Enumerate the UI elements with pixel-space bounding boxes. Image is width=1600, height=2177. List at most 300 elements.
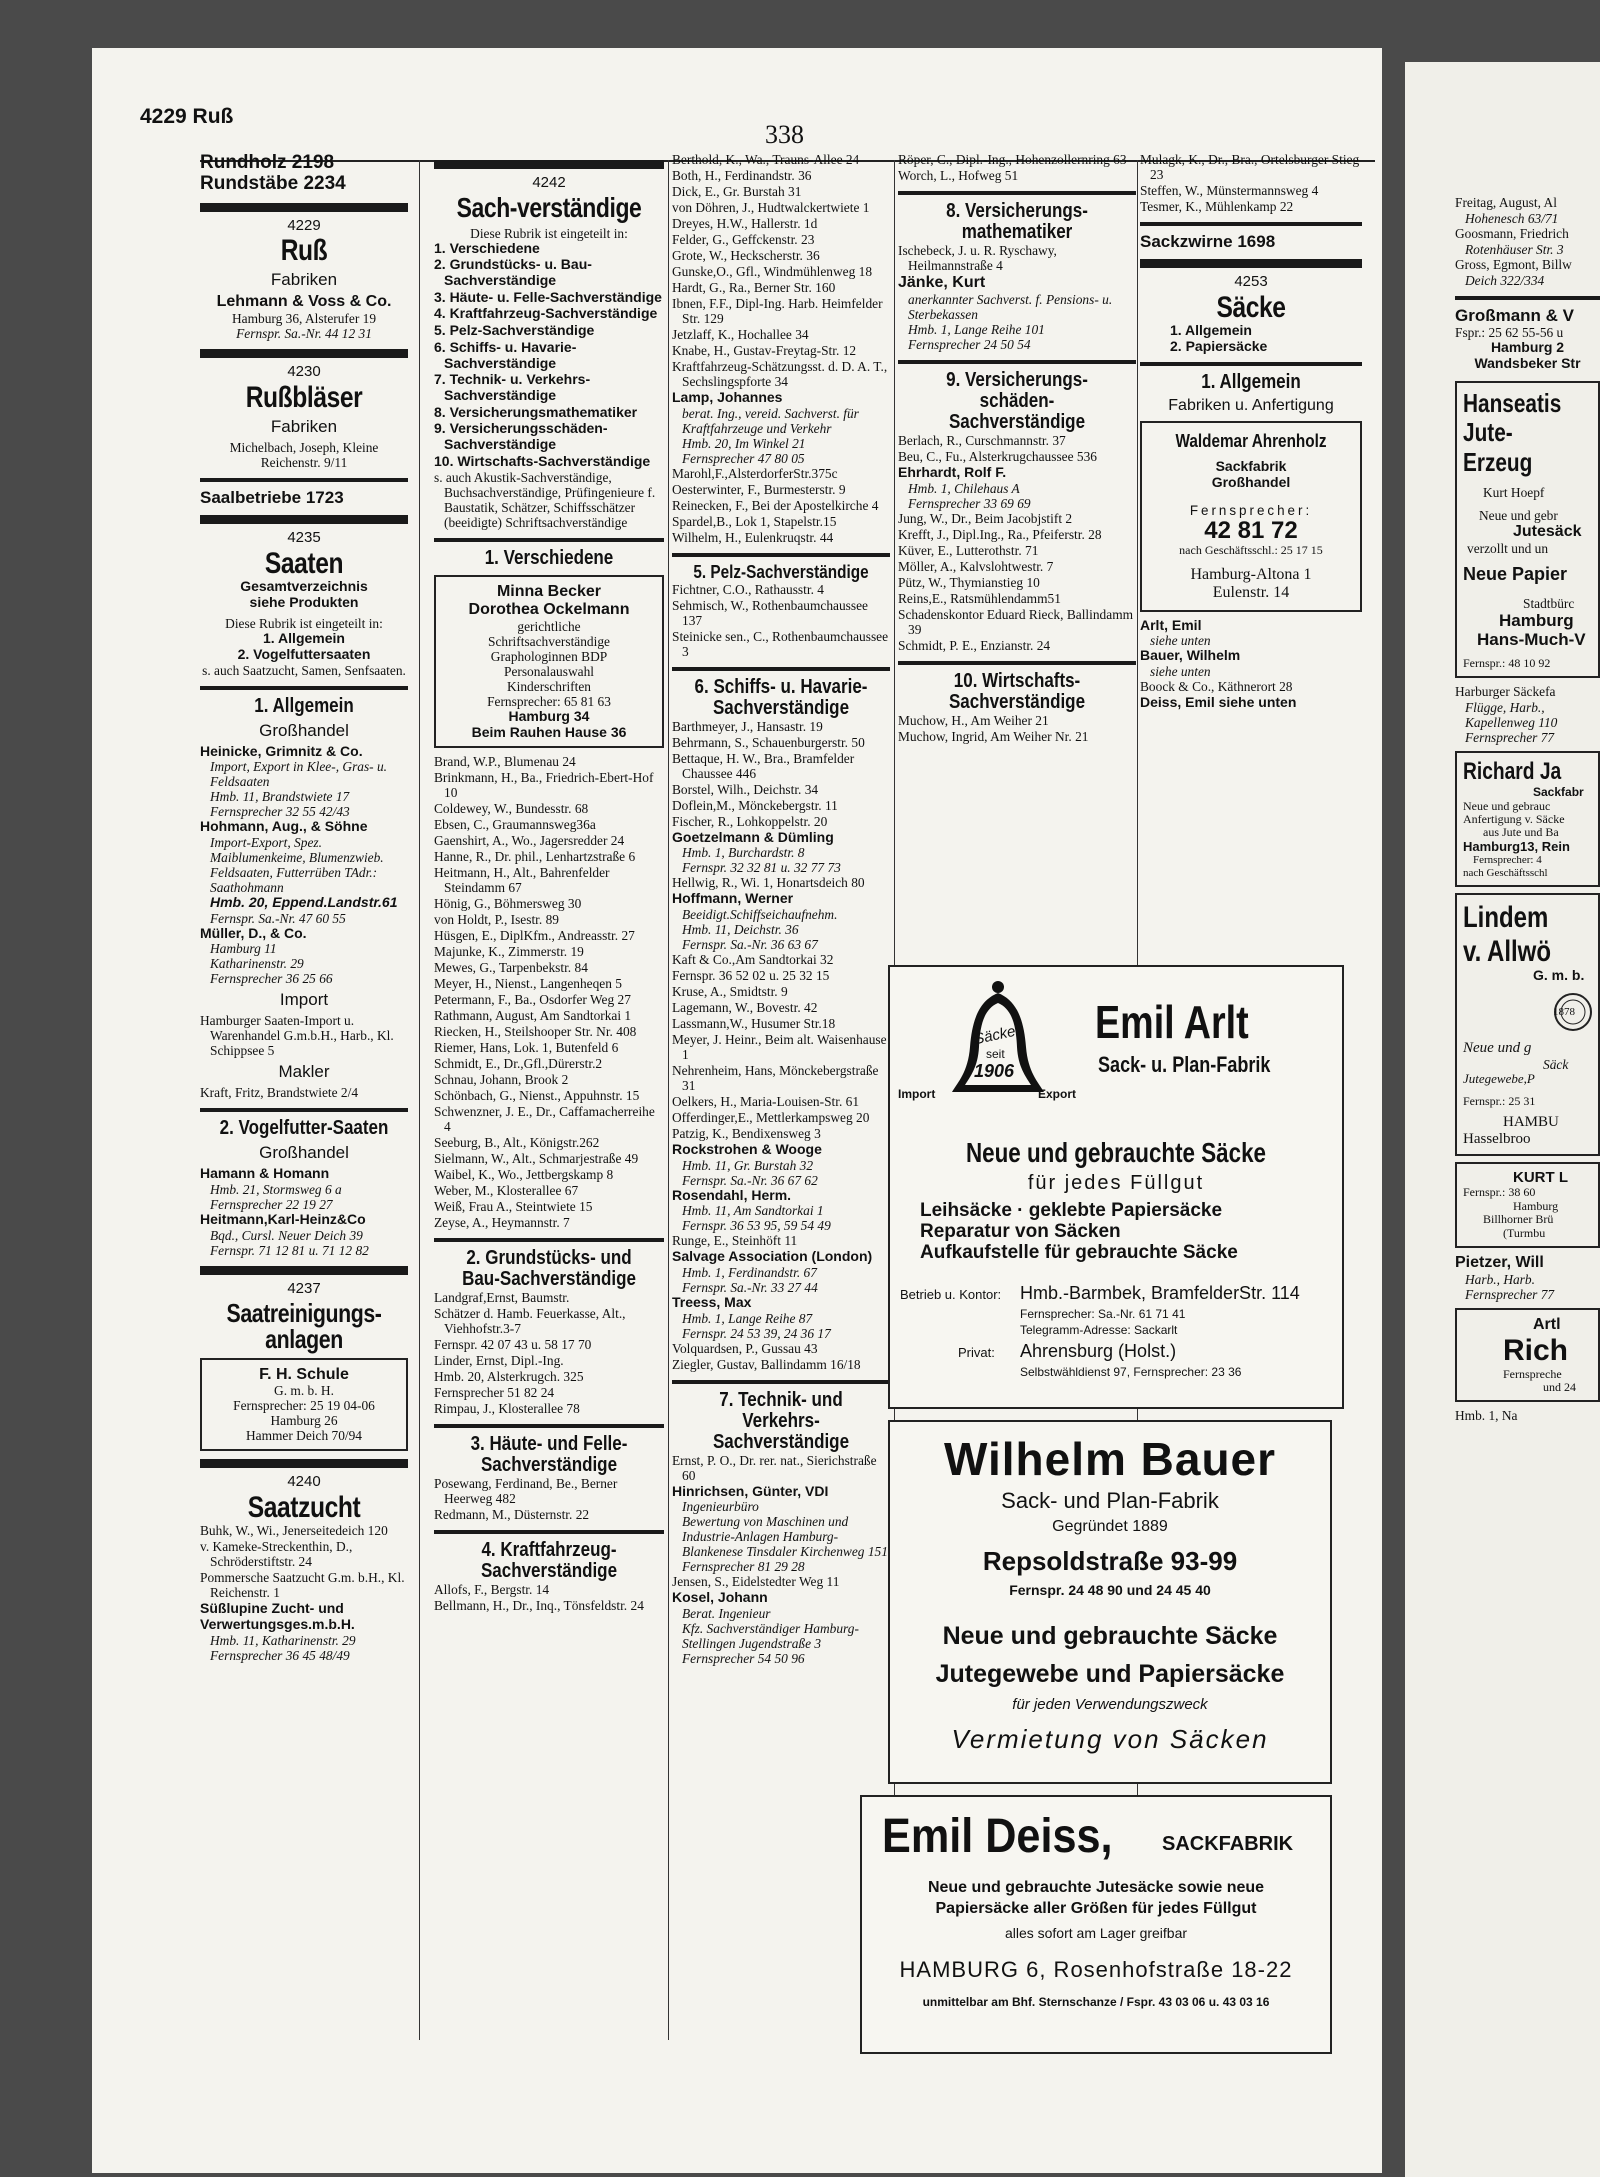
ad-lindemann [1455, 893, 1600, 1156]
section-rule [200, 203, 408, 212]
seal-year: 1878 [1553, 1005, 1575, 1018]
entry: Felder, G., Geffckenstr. 23 [672, 232, 815, 247]
section-number: 4240 [287, 1473, 321, 1491]
entry: Mulagk, K., Dr., Bra., Ortelsburger Stieg 23 [1140, 152, 1360, 182]
entry: Linder, Ernst, Dipl.-Ing. [434, 1353, 564, 1369]
entry: Reins,E., Ratsmühlendamm51 [898, 590, 1061, 606]
entry-list [672, 719, 890, 829]
entry: Krefft, J., Dipl.Ing., Ra., Pfeiferstr. 28 [898, 526, 1102, 542]
ad-line: Hans-Much-V [1477, 629, 1586, 649]
ad-line: Repsoldstraße 93-99 [982, 1546, 1238, 1576]
section-number: 4242 [532, 174, 566, 191]
ad-label: Privat: [958, 1345, 995, 1360]
entry: Jetzlaff, K., Hochallee 34 [672, 327, 809, 342]
entry-detail: Deich 322/334 [1465, 273, 1545, 288]
subsection-title: 10. Wirtschafts-Sachverständige [948, 669, 1086, 713]
section-rule [434, 160, 664, 169]
entry: Mewes, G., Tarpenbekstr. 84 [434, 960, 588, 976]
running-head: 4229 Ruß [140, 105, 234, 128]
ad-line: Hamburg-Altona 1 [1190, 565, 1312, 583]
column-2 [434, 152, 664, 2062]
rule [434, 1424, 664, 1428]
section-rule [1140, 259, 1362, 268]
ad-firm-name: Emil Arlt [1095, 996, 1249, 1048]
entry-detail: siehe unten [1150, 633, 1211, 649]
entry: Grote, W., Heckscherstr. 36 [672, 248, 820, 263]
entry-name: Treess, Max [672, 1293, 752, 1310]
entry: Offerdinger,E., Mettlerkampsweg 20 [672, 1109, 870, 1125]
entry-detail: Fernsprecher 32 55 42/43 [210, 804, 350, 820]
ad-line: unmittelbar am Bhf. Sternschanze / Fspr. 43 03 06 u. 43 03 16 [922, 1995, 1270, 2009]
rule [672, 667, 890, 671]
entry-detail: Fernsprecher 81 29 28 [682, 1559, 805, 1575]
rule [200, 1108, 408, 1112]
ad-line: Fernspr.: 25 31 [1463, 1093, 1536, 1108]
entry-detail: Hamburg 11 [210, 941, 277, 957]
ad-line: Vermietung von Säcken [951, 1724, 1269, 1754]
entry-list [898, 713, 1136, 744]
entry-list [898, 433, 1136, 464]
entry-list [434, 1476, 664, 1522]
entry: Landgraf,Ernst, Baumstr. [434, 1290, 570, 1306]
ad-line: v. Allwö [1463, 934, 1552, 968]
ad-label: Export [1038, 1087, 1077, 1101]
ad-box [200, 1358, 408, 1452]
entry-list [898, 511, 1136, 653]
entry: Gaenshirt, A., Wo., Jagersredder 24 [434, 833, 625, 849]
ad-wilhelm-bauer [888, 1420, 1332, 1784]
ad-line: Schriftsachverständige [488, 634, 610, 650]
entry-list [672, 466, 890, 545]
entry-list [672, 152, 890, 389]
column-4 [898, 152, 1136, 922]
crossref: Rundstäbe 2234 [200, 173, 346, 195]
subsection-title: 1. Allgemein [1201, 371, 1301, 394]
entry-detail: Fernsprecher 33 69 69 [908, 495, 1031, 511]
ad-line: Neue und gebrauchte Säcke [965, 1137, 1266, 1168]
rule [898, 360, 1136, 364]
entry: Behrmann, S., Schauenburgerstr. 50 [672, 734, 865, 750]
entry-detail: Fernspr. 71 12 81 u. 71 12 82 [210, 1242, 369, 1258]
entry-list [672, 1574, 890, 1589]
entry: Volquardsen, P., Gussau 43 [672, 1340, 818, 1356]
index-item: 2. Vogelfuttersaaten [237, 645, 371, 662]
entry-name: Pietzer, Will [1455, 1254, 1544, 1272]
ad-artl [1455, 1308, 1600, 1402]
entry-list [434, 1582, 664, 1613]
rule [434, 1530, 664, 1534]
ad-line: Neue und g [1463, 1040, 1532, 1057]
firm-phone: Fernspr. Sa.-Nr. 44 12 31 [236, 326, 372, 342]
entry-name: Heinicke, Grimnitz & Co. [200, 742, 363, 759]
index-item: 3. Häute- u. Felle-Sachverständige [434, 288, 662, 305]
ad-line: Sack- u. Plan-Fabrik [1098, 1052, 1271, 1077]
entry: Seeburg, B., Alt., Königstr.262 [434, 1135, 600, 1151]
entry-name: Hoffmann, Werner [672, 890, 794, 907]
ad-line: Rich [1503, 1333, 1569, 1367]
entry: Hönig, G., Böhmersweg 30 [434, 896, 582, 912]
ad-line: Graphologinnen BDP [490, 649, 608, 665]
ad-line: Hamburg13, Rein [1463, 838, 1570, 854]
entry: v. Kameke-Streckenthin, D., Schröderstiftstr. 24 [200, 1539, 353, 1570]
ad-line: Jutesäck [1513, 522, 1582, 540]
entry: Michelbach, Joseph, Kleine Reichenstr. 9/11 [229, 440, 379, 471]
entry: Tesmer, K., Mühlenkamp 22 [1140, 199, 1294, 214]
ad-line: Sackfabrik [1215, 458, 1287, 475]
ad-ahrenholz [1140, 421, 1362, 612]
entry: Nehrenheim, Hans, Mönckebergstraße 31 [672, 1062, 879, 1093]
ad-line: Hamburg 34 [508, 708, 590, 725]
entry-list [672, 1233, 890, 1248]
entry-detail: Hmb. 11, Am Sandtorkai 1 [682, 1203, 824, 1219]
subsection-title: 7. Technik- und Verkehrs-Sachverständige [712, 1388, 850, 1453]
ad-line: Hasselbroo [1463, 1130, 1531, 1147]
entry: Buhk, W., Wi., Jenerseitedeich 120 [200, 1523, 388, 1539]
entry-name: Rosendahl, Herm. [672, 1186, 792, 1203]
ad-line: Beim Rauhen Hause 36 [471, 723, 627, 740]
entry-name: Großmann & V [1455, 306, 1575, 325]
ad-line: für jedes Füllgut [1027, 1172, 1205, 1194]
adjacent-page-column [1455, 195, 1600, 2155]
column-5 [1140, 152, 1362, 962]
entry-detail: Fernsprecher 36 25 66 [210, 971, 333, 987]
firm-phone: Fernsprecher: 25 19 04-06 [233, 1398, 375, 1414]
entry-detail: Hmb. 20, Im Winkel 21 [682, 435, 806, 451]
entry-detail: Hmb. 11, Katharinenstr. 29 [210, 1632, 356, 1648]
entry-detail: Fernsprecher 36 45 48/49 [210, 1647, 350, 1663]
entry: Reinecken, F., Bei der Apostelkirche 4 [672, 497, 879, 513]
entry-name: Arlt, Emil [1140, 616, 1202, 633]
entry: Dreyes, H.W., Hallerstr. 1d [672, 216, 818, 231]
entry: Schmidt, P. E., Enzianstr. 24 [898, 637, 1051, 653]
entry: Petermann, F., Ba., Osdorfer Weg 27 [434, 992, 631, 1008]
ad-line: Telegramm-Adresse: Sackarlt [1020, 1323, 1178, 1337]
section-title: Saaten [264, 546, 344, 580]
ad-line: Neue und gebrauchte Jutesäcke sowie neue [927, 1879, 1265, 1896]
ad-line: Personalauswahl [504, 664, 594, 680]
rule [434, 538, 664, 542]
entry-detail: Fernsprecher 77 [1465, 730, 1555, 746]
entry: Möller, A., Kalvslohtwestr. 7 [898, 558, 1054, 574]
entry: Muchow, Ingrid, Am Weiher Nr. 21 [898, 728, 1089, 744]
entry: von Holdt, P., Isestr. 89 [434, 912, 559, 928]
entry: Sielmann, W., Alt., Schmarjestraße 49 [434, 1151, 639, 1167]
bell-text: seit [986, 1047, 1005, 1061]
entry-list [898, 152, 1136, 183]
entry-detail: Hmb. 1, Lange Reihe 87 [682, 1310, 813, 1326]
ad-line: KURT L [1513, 1168, 1568, 1186]
entry: Ebsen, C., Graumannsweg36a [434, 817, 596, 833]
section-rule [200, 515, 408, 524]
subsection-title: 4. Kraftfahrzeug-Sachverständige [480, 1539, 618, 1583]
ad-emil-arlt [888, 965, 1344, 1409]
entry: Coldewey, W., Bundesstr. 68 [434, 801, 589, 817]
entry: Knabe, H., Gustav-Freytag-Str. 12 [672, 343, 857, 358]
entry-detail: Hohenesch 63/71 [1465, 211, 1559, 226]
entry-detail: Hmb. 21, Stormsweg 6 a [210, 1182, 342, 1198]
subheading: Import [279, 990, 329, 1010]
entry-name: Salvage Association (London) [672, 1248, 873, 1265]
entry: Waibel, K., Wo., Jettbergskamp 8 [434, 1167, 614, 1183]
rule [672, 553, 890, 557]
entry-name: Süßlupine Zucht- und Verwertungsges.m.b.H. [200, 1600, 355, 1632]
bell-text: Säcke [972, 1022, 1018, 1049]
entry-list [434, 1290, 664, 1416]
entry: Hellwig, R., Wi. 1, Honartsdeich 80 [672, 875, 865, 891]
entry: Ibnen, F.F., Dipl-Ing. Harb. Heimfelder Str. 129 [672, 296, 883, 326]
section-rule [200, 1266, 408, 1275]
note: siehe Produkten [249, 593, 359, 610]
ad-line: Stadtbürc [1523, 595, 1575, 611]
entry-list [672, 952, 890, 1141]
entry: Hardt, G., Ra., Berner Str. 160 [672, 280, 836, 295]
ad-line: Neue und gebr [1479, 507, 1558, 523]
intro: Diese Rubrik ist eingeteilt in: [225, 616, 383, 632]
index-item: 2. Grundstücks- u. Bau-Sachverständige [434, 256, 592, 289]
index-item: 9. Versicherungsschäden-Sachverständige [434, 420, 608, 452]
ad-line: Jute-Erzeug [1463, 417, 1533, 477]
entry: Steinicke sen., C., Rothenbaumchaussee 3 [672, 628, 889, 659]
entry: Majunke, K., Zimmerstr. 19 [434, 944, 584, 960]
entry-detail: Fernsprecher 24 50 54 [908, 336, 1031, 352]
entry: Heitmann, H., Alt., Bahrenfelder Steindamm 67 [434, 865, 610, 896]
entry: Schmidt, E., Dr.,Gfl.,Dürerstr.2 [434, 1056, 603, 1072]
index-item: 1. Verschiedene [434, 239, 540, 256]
see-also: s. auch Akustik-Sachverständige, Buchsachverständige, Prüfingenieure f. Baustatik, Schätzer, Schiffsschätzer (beeidigte) Schriftsachverständige [434, 470, 656, 531]
ad-line: Eulenstr. 14 [1212, 583, 1290, 601]
subsection-title: 1. Allgemein [254, 694, 354, 717]
ad-label: Betrieb u. Kontor: [900, 1287, 1002, 1302]
index-item: 7. Technik- u. Verkehrs-Sachverständige [434, 371, 591, 403]
entry-detail: Bewertung von Maschinen und Industrie-Anlagen Hamburg-Blankenese Tinsdaler Kirchenweg 151 [682, 1514, 888, 1560]
entry-detail: berat. Ing., vereid. Sachverst. für Kraftfahrzeuge und Verkehr [682, 405, 859, 436]
entry: Hmb. 20, Alsterkrugch. 325 [434, 1369, 584, 1385]
entry-name: Müller, D., & Co. [200, 924, 307, 941]
index-item: 6. Schiffs- u. Havarie-Sachverständige [434, 338, 577, 371]
ad-line: Säck [1543, 1057, 1569, 1073]
entry: von Döhren, J., Hudtwalckertwiete 1 [672, 200, 870, 215]
entry-detail: Bqd., Cursl. Neuer Deich 39 [210, 1227, 363, 1243]
entry: Gross, Egmont, Billw [1455, 257, 1572, 272]
ad-line: Richard Ja [1463, 758, 1562, 786]
entry-detail: Fspr.: 25 62 55-56 u [1455, 325, 1564, 341]
ad-line: Fernsprecher: 65 81 63 [487, 694, 611, 710]
entry: Hmb. 1, Na [1455, 1408, 1518, 1424]
subheading: Makler [278, 1062, 330, 1082]
ad-line: Dorothea Ockelmann [468, 601, 630, 619]
entry-detail: Rotenhäuser Str. 3 [1465, 242, 1564, 257]
index-item: 4. Kraftfahrzeug-Sachverständige [434, 305, 658, 322]
entry: Bellmann, H., Dr., Inq., Tönsfeldstr. 24 [434, 1598, 644, 1614]
entry-detail: Hmb. 20, Eppend.Landstr.61 [210, 893, 398, 910]
entry: Riecken, H., Steilshooper Str. Nr. 408 [434, 1024, 637, 1040]
entry: Both, H., Ferdinandstr. 36 [672, 168, 812, 183]
section-title: Saatzucht [247, 1491, 361, 1525]
ad-richard [1455, 751, 1600, 887]
entry: Brand, W.P., Blumenau 24 [434, 754, 576, 770]
section-rule [200, 349, 408, 358]
entry: Ziegler, Gustav, Ballindamm 16/18 [672, 1356, 861, 1372]
entry-detail: Flügge, Harb., [1465, 700, 1545, 716]
ad-line: Fernspr.: 48 10 92 [1463, 655, 1551, 670]
entry: Ischebeck, J. u. R. Ryschawy, Heilmannstraße 4 [898, 243, 1057, 273]
entry: Sehmisch, W., Rothenbaumchaussee 137 [672, 597, 868, 628]
entry-name: Hamann & Homann [200, 1165, 330, 1182]
entry-detail: Berat. Ingenieur [682, 1605, 771, 1621]
rule [898, 191, 1136, 195]
entry: Weber, M., Klosterallee 67 [434, 1183, 579, 1199]
section-title: Sach-verständige [456, 191, 642, 223]
ad-line: Fernspr. 24 48 90 und 24 45 40 [1009, 1582, 1211, 1598]
rule [1140, 362, 1362, 366]
entry: Röper, C., Dipl.-Ing., Hohenzollernring 63 [898, 152, 1127, 167]
ad-line: für jeden Verwendungszweck [1012, 1696, 1208, 1713]
ad-line: Jutegewebe,P [1463, 1071, 1535, 1087]
ad-line: G. m. b. [1533, 967, 1585, 984]
entry: Spardel,B., Lok 1, Stapelstr.15 [672, 513, 837, 529]
entry: Pütz, W., Thymianstieg 10 [898, 574, 1040, 590]
entry: Marohl,F.,AlsterdorferStr.375c [672, 465, 838, 481]
entry: Schwenzner, J. E., Dr., Caffamacherreihe 4 [434, 1104, 655, 1135]
entry-detail: Kfz. Sachverständiger Hamburg-Stellingen Jugendstraße 3 [682, 1620, 859, 1651]
subheading: Fabriken [270, 417, 338, 437]
entry-name: Hinrichsen, Günter, VDI [672, 1482, 829, 1499]
firm-detail: G. m. b. H. [274, 1383, 334, 1399]
entry-detail: Kapellenweg 110 [1465, 715, 1558, 731]
ad-line: alles sofort am Lager greifbar [1004, 1925, 1188, 1941]
entry: Pommersche Saatzucht G.m. b.H., Kl. Reichenstr. 1 [200, 1570, 405, 1601]
ad-line: SACKFABRIK [1162, 1833, 1294, 1855]
index-item: 10. Wirtschafts-Sachverständige [434, 452, 651, 469]
entry-detail: Fernspr. 32 32 81 u. 32 77 73 [682, 860, 841, 876]
entry-list [672, 875, 890, 890]
ad-line: (Turmbu [1503, 1225, 1546, 1240]
subheading: Fabriken [270, 270, 338, 290]
entry: Beu, C., Fu., Alsterkrugchaussee 536 [898, 448, 1097, 464]
entry: Weiß, Frau A., Steintwiete 15 [434, 1199, 593, 1215]
entry-list [434, 754, 664, 1230]
entry: Barthmeyer, J., Hansastr. 19 [672, 718, 823, 734]
entry-detail: Import-Export, Spez. Maiblumenkeime, Blumenzwieb. Feldsaaten, Futterrüben TAdr.: Saathohmann [210, 834, 384, 895]
entry: Posewang, Ferdinand, Be., Berner Heerweg 482 [434, 1476, 618, 1507]
entry-detail: Hmb. 1, Ferdinandstr. 67 [682, 1264, 817, 1280]
rule [200, 686, 408, 690]
ad-line: gerichtliche [517, 619, 581, 635]
ad-line: Hamburg [1499, 610, 1574, 630]
subsection-title: 2. Vogelfutter-Saaten [219, 1117, 389, 1140]
entry-name: Goetzelmann & Dümling [672, 828, 834, 845]
entry: Riemer, Hans, Lok. 1, Butenfeld 6 [434, 1040, 619, 1056]
section-number: 4230 [287, 363, 321, 381]
column-3 [672, 152, 890, 2062]
entry: Jung, W., Dr., Beim Jacobjstift 2 [898, 510, 1073, 526]
section-title: Saatreinigungs-anlagen [226, 1297, 382, 1354]
ad-line: HAMBU [1503, 1114, 1559, 1131]
entry-name: Jänke, Kurt [898, 274, 986, 291]
entry: Harburger Säckefa [1455, 684, 1556, 700]
entry-detail: Wandsbeker Str [1474, 354, 1581, 371]
entry: Fichtner, C.O., Rathausstr. 4 [672, 581, 824, 597]
ad-line: Billhorner Brü [1483, 1212, 1554, 1227]
entry-name: Lamp, Johannes [672, 389, 783, 405]
crossref: Rundholz 2198 [200, 152, 335, 173]
entry: Fischer, R., Lohkoppelstr. 20 [672, 813, 828, 829]
note: Gesamtverzeichnis [240, 577, 368, 594]
ad-line: nach Geschäftsschl [1463, 866, 1548, 879]
entry: Muchow, H., Am Weiher 21 [898, 712, 1049, 728]
ad-hanseatische [1455, 381, 1600, 678]
ad-line: Aufkaufstelle für gebrauchte Säcke [920, 1242, 1238, 1263]
ad-line: Hanseatis [1463, 388, 1562, 419]
entry-detail: Hamburg 2 [1490, 339, 1565, 356]
index-item: 1. Allgemein [1170, 321, 1252, 338]
entry-detail: siehe unten [1150, 664, 1211, 680]
ad-firm-name: Waldemar Ahrenholz [1175, 431, 1327, 452]
rule [672, 1380, 890, 1384]
ad-emil-deiss [860, 1795, 1332, 2054]
rule [200, 478, 408, 482]
ad-line: aus Jute und Ba [1483, 825, 1559, 840]
ad-kurt [1455, 1162, 1600, 1249]
ad-line: Sackfabr [1533, 785, 1584, 800]
entry: Kruse, A., Smidtstr. 9 [672, 983, 788, 999]
entry: Hanne, R., Dr. phil., Lenhartzstraße 6 [434, 849, 636, 865]
entry: Wilhelm, H., Eulenkruqstr. 44 [672, 529, 834, 545]
entry-detail: Fernsprecher 47 80 05 [682, 450, 805, 466]
subheading: Großhandel [259, 1143, 349, 1163]
ad-line: Neue und gebrauchte Säcke [942, 1622, 1278, 1650]
entry-detail: Katharinenstr. 29 [210, 956, 304, 972]
entry-list [898, 243, 1136, 273]
firm-street: Hammer Deich 70/94 [245, 1428, 363, 1444]
ad-line: Jutegewebe und Papiersäcke [935, 1660, 1285, 1688]
rule [1455, 296, 1600, 300]
entry: Brinkmann, H., Ba., Friedrich-Ebert-Hof 10 [434, 770, 654, 801]
column-rule [668, 160, 669, 2040]
entry-detail: Fernspr. 36 53 95, 59 54 49 [682, 1218, 831, 1234]
ad-line: nach Geschäftsschl.: 25 17 15 [1179, 543, 1323, 558]
page-number: 338 [765, 120, 804, 149]
entry-detail: Ingenieurbüro [682, 1499, 759, 1515]
entry-detail: Hmb. 11, Deichstr. 36 [682, 921, 799, 937]
ad-line: Neue und gebrauc [1463, 798, 1551, 813]
ad-line: verzollt und un [1467, 540, 1549, 556]
entry: Doflein,M., Mönckebergstr. 11 [672, 797, 838, 813]
ad-line: Fernsprecher: Sa.-Nr. 61 71 41 [1020, 1307, 1186, 1321]
column-1 [200, 152, 408, 2062]
entry: Kraft, Fritz, Brandstwiete 2/4 [200, 1085, 359, 1101]
entry: Dick, E., Gr. Burstah 31 [672, 184, 802, 199]
ad-line: Kurt Hoepf [1483, 484, 1545, 500]
ad-line: Hmb.-Barmbek, BramfelderStr. 114 [1020, 1283, 1300, 1303]
subheading: Fabriken u. Anfertigung [1168, 397, 1334, 415]
entry: Berthold, K., Wa., Trauns-Allee 24 [672, 152, 860, 167]
ad-line: Gegründet 1889 [1052, 1518, 1168, 1535]
firm-name: Lehmann & Voss & Co. [216, 293, 392, 311]
section-number: 4229 [287, 216, 321, 234]
entry: Worch, L., Hofweg 51 [898, 168, 1019, 183]
entry: Fernspr. 36 52 02 u. 25 32 15 [672, 967, 830, 983]
entry-detail: Fernsprecher 77 [1465, 1287, 1555, 1303]
subsection-title: 1. Verschiedene [484, 547, 614, 570]
section-rule [200, 1459, 408, 1468]
ad-firm-name: Wilhelm Bauer [943, 1433, 1277, 1485]
entry: Rimpau, J., Klosterallee 78 [434, 1401, 580, 1417]
ad-firm-name: Emil Deiss, [882, 1810, 1113, 1863]
entry: Steffen, W., Münstermannsweg 4 [1140, 183, 1319, 198]
ad-line: Selbstwähldienst 97, Fernsprecher: 23 36 [1020, 1365, 1242, 1379]
ad-line: Reparatur von Säcken [920, 1221, 1121, 1242]
